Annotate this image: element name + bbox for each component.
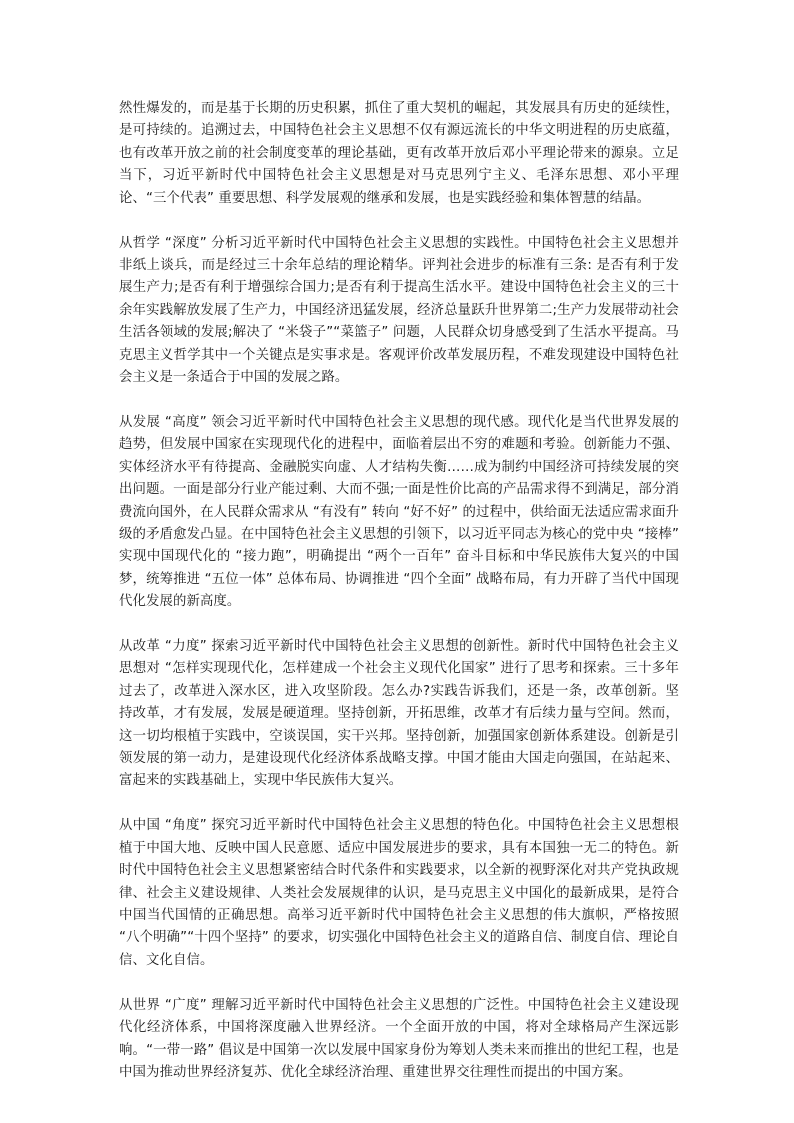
document-body [119, 98, 679, 1107]
paragraph-reform-strength: 从改革 “力度” 探索习近平新时代中国特色社会主义思想的创新性。新时代中国特色社会主义思想对 “怎样实现现代化，怎样建成一个社会主义现代化国家” 进行了思考和探索。三十多年过去了，改革进入深水区，进入攻坚阶段。怎么办?实践告诉我们，还是一条，改革创新。坚持改革，才有发展，发展是硬道理。坚持创新，开拓思维，改革才有后续力量与空间。然而，这一切均根植于实践中，空谈误国，实干兴邦。坚持创新，加强国家创新体系建设。创新是引领发展的第一动力，是建设现代化经济体系战略支撑。中国才能由大国走向强国，在站起来、富起来的实践基础上，实现中华民族伟大复兴。 [119, 639, 679, 789]
paragraph-development-height: 从发展 “高度” 领会习近平新时代中国特色社会主义思想的现代感。现代化是当代世界发展的趋势，但发展中国家在实现现代化的进程中，面临着层出不穷的难题和考验。创新能力不强、实体经济水平有待提高、金融脱实向虚、人才结构失衡……成为制约中国经济可持续发展的突出问题。一面是部分行业产能过剩、大而不强;一面是性价比高的产品需求得不到满足，部分消费流向国外，在人民群众需求从 “有没有” 转向 “好不好” 的过程中，供给面无法适应需求面升级的矛盾愈发凸显。在中国特色社会主义思想的引领下，以习近平同志为核心的党中央 “接棒” 实现中国现代化的 “接力跑”，明确提出 “两个一百年” 奋斗目标和中华民族伟大复兴的中国梦，统筹推进 “五位一体” 总体布局、协调推进 “四个全面” 战略布局，有力开辟了当代中国现代化发展的新高度。 [119, 414, 679, 610]
paragraph-world-breadth: 从世界 “广度” 理解习近平新时代中国特色社会主义思想的广泛性。中国特色社会主义建设现代化经济体系，中国将深度融入世界经济。一个全面开放的中国，将对全球格局产生深远影响。“一带一路” 倡议是中国第一次以发展中国家身份为筹划人类未来而推出的世纪工程，也是中国为推动世界经济复苏、优化全球经济治理、重建世界交往理性而提出的中国方案。 [119, 997, 679, 1080]
paragraph-historical-continuity: 然性爆发的，而是基于长期的历史积累，抓住了重大契机的崛起，其发展具有历史的延续性，是可持续的。追溯过去，中国特色社会主义思想不仅有源远流长的中华文明进程的历史底蕴，也有改革开放之前的社会制度变革的理论基础，更有改革开放后邓小平理论带来的源泉。立足当下，习近平新时代中国特色社会主义思想是对马克思列宁主义、毛泽东思想、邓小平理论、“三个代表” 重要思想、科学发展观的继承和发展，也是实践经验和集体智慧的结晶。 [119, 101, 679, 206]
paragraph-china-angle: 从中国 “角度” 探究习近平新时代中国特色社会主义思想的特色化。中国特色社会主义思想根植于中国大地、反映中国人民意愿、适应中国发展进步的要求，具有本国独一无二的特色。新时代中国特色社会主义思想紧密结合时代条件和实践要求，以全新的视野深化对共产党执政规律、社会主义建设规律、人类社会发展规律的认识，是马克思主义中国化的最新成果，是符合中国当代国情的正确思想。高举习近平新时代中国特色社会主义思想的伟大旗帜，严格按照 “八个明确”“十四个坚持” 的要求，切实强化中国特色社会主义的道路自信、制度自信、理论自信、文化自信。 [119, 818, 679, 968]
paragraph-philosophy-depth: 从哲学 “深度” 分析习近平新时代中国特色社会主义思想的实践性。中国特色社会主义思想并非纸上谈兵，而是经过三十余年总结的理论精华。评判社会进步的标准有三条: 是否有利于发展生产力;是否有利于增强综合国力;是否有利于提高生活水平。建设中国特色社会主义的三十余年实践解放发展了生产力，中国经济迅猛发展，经济总量跃升世界第二;生产力发展带动社会生活各领域的发展;解决了 “米袋子”“菜篮子” 问题，人民群众切身感受到了生活水平提高。马克思主义哲学其中一个关键点是实事求是。客观评价改革发展历程，不难发现建设中国特色社会主义是一条适合于中国的发展之路。 [119, 235, 679, 385]
